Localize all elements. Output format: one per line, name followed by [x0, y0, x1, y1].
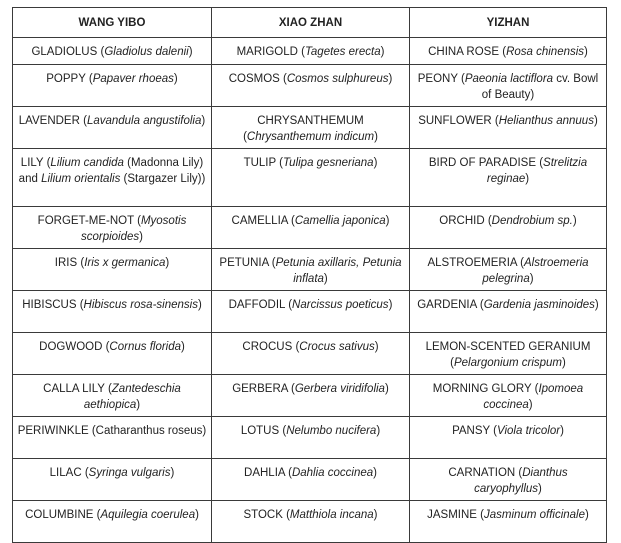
cell-text: BIRD OF PARADISE ( — [428, 157, 544, 169]
table-cell — [13, 107, 212, 149]
table-row — [13, 333, 607, 375]
cell-text: ) — [388, 299, 393, 311]
scientific-name: Zantedeschia aethiopica — [83, 383, 181, 411]
table-cell — [212, 107, 410, 149]
table-cell — [212, 459, 410, 501]
scientific-name: Cosmos sulphureus — [286, 73, 389, 85]
table-cell — [13, 459, 212, 501]
table-row — [13, 375, 607, 417]
scientific-name: Tagetes erecta — [304, 46, 381, 58]
scientific-name: Strelitzia reginae — [486, 157, 588, 185]
cell-text: (Madonna Lily) and — [18, 157, 204, 185]
table-cell — [410, 149, 607, 207]
table-row — [13, 249, 607, 291]
cell-text: CALLA LILY ( — [43, 383, 112, 395]
table-cell — [410, 107, 607, 149]
table-cell — [212, 149, 410, 207]
scientific-name: Rosa chinensis — [506, 46, 585, 58]
scientific-name: Iris x germanica — [84, 257, 166, 269]
cell-text: (Stargazer Lily)) — [120, 173, 206, 185]
cell-text: ) — [584, 46, 588, 58]
table-cell — [13, 291, 212, 333]
cell-text: COLUMBINE ( — [25, 509, 101, 521]
scientific-name: Nelumbo nucifera — [286, 425, 377, 437]
cell-text: GARDENIA ( — [417, 299, 484, 311]
table-cell — [13, 417, 212, 459]
cell-text: ) — [373, 467, 377, 479]
scientific-name: Alstroemeria pelegrina — [482, 257, 589, 285]
cell-text: HIBISCUS ( — [22, 299, 84, 311]
table-cell — [13, 249, 212, 291]
scientific-name: Dianthus caryophyllus — [474, 467, 568, 495]
cell-text: SUNFLOWER ( — [418, 115, 499, 127]
scientific-name: Matthiola incana — [289, 509, 374, 521]
cell-text: DOGWOOD ( — [39, 341, 110, 353]
scientific-name: Paeonia lactiflora — [464, 73, 554, 85]
table-cell — [13, 207, 212, 249]
scientific-name: Chrysanthemum indicum — [246, 131, 375, 143]
cell-text: ) — [323, 273, 328, 285]
table-cell — [13, 38, 212, 65]
cell-text: ) — [538, 483, 542, 495]
scientific-name: Gerbera viridifolia — [294, 383, 385, 395]
cell-text: ) — [380, 46, 385, 58]
table-row — [13, 38, 607, 65]
cell-text: CROCUS ( — [242, 341, 300, 353]
cell-text: ) — [139, 231, 143, 243]
cell-text: JASMINE ( — [427, 509, 485, 521]
table-cell — [410, 501, 607, 543]
cell-text: ) — [562, 357, 566, 369]
cell-text: ) — [173, 73, 178, 85]
table-cell — [212, 249, 410, 291]
table-cell — [13, 501, 212, 543]
column-header-yizhan: YIZHAN — [410, 8, 607, 38]
cell-text: ) — [201, 115, 206, 127]
cell-text: ) — [373, 157, 378, 169]
scientific-name: Dendrobium sp. — [491, 215, 573, 227]
flower-table — [12, 7, 607, 543]
scientific-name: Viola tricolor — [497, 425, 561, 437]
scientific-name: Aquilegia coerulea — [100, 509, 196, 521]
cell-text: ) — [385, 215, 390, 227]
cell-text: ) — [376, 425, 381, 437]
table-cell — [410, 333, 607, 375]
table-cell — [13, 65, 212, 107]
cell-text: PERIWINKLE (Catharanthus roseus) — [17, 425, 207, 437]
table-row — [13, 149, 607, 207]
cell-text: PETUNIA ( — [219, 257, 276, 269]
scientific-name: Lilium orientalis — [41, 173, 121, 185]
table-cell — [410, 249, 607, 291]
cell-text: LAVENDER ( — [18, 115, 87, 127]
scientific-name: Gardenia jasminoides — [483, 299, 595, 311]
table-cell — [410, 38, 607, 65]
cell-text: LILY ( — [20, 157, 51, 169]
cell-text: CHRYSANTHEMUM ( — [243, 115, 364, 143]
cell-text: POPPY ( — [46, 73, 93, 85]
cell-text: ) — [594, 299, 599, 311]
scientific-name: Lavandula angustifolia — [86, 115, 202, 127]
cell-text: ) — [525, 173, 530, 185]
scientific-name: Pelargonium crispum — [453, 357, 562, 369]
cell-text: ) — [188, 46, 193, 58]
table-row — [13, 501, 607, 543]
cell-text: ) — [197, 299, 202, 311]
header-row — [13, 8, 607, 38]
cell-text: ) — [388, 73, 393, 85]
scientific-name: Narcissus poeticus — [292, 299, 389, 311]
scientific-name: Tulipa gesneriana — [283, 157, 374, 169]
table-cell — [410, 375, 607, 417]
table-row — [13, 459, 607, 501]
scientific-name: Syringa vulgaris — [88, 467, 171, 479]
scientific-name: Jasminum officinale — [484, 509, 585, 521]
cell-text: ALSTROEMERIA ( — [427, 257, 524, 269]
cell-text: ) — [572, 215, 577, 227]
table-cell — [212, 38, 410, 65]
scientific-name: Ipomoea coccinea — [483, 383, 584, 411]
scientific-name: Papaver rhoeas — [92, 73, 174, 85]
table-row — [13, 207, 607, 249]
table-row — [13, 417, 607, 459]
cell-text: ) — [384, 383, 389, 395]
cell-text: CAMELLIA ( — [231, 215, 295, 227]
cell-text: ) — [585, 509, 589, 521]
cell-text: ) — [373, 509, 378, 521]
scientific-name: Cornus florida — [109, 341, 182, 353]
table-cell — [212, 207, 410, 249]
cell-text: STOCK ( — [243, 509, 290, 521]
cell-text: PEONY ( — [417, 73, 465, 85]
cell-text: TULIP ( — [243, 157, 283, 169]
cell-text: DAHLIA ( — [244, 467, 292, 479]
table-cell — [410, 417, 607, 459]
cell-text: ) — [593, 115, 598, 127]
column-header-xiao-zhan: XIAO ZHAN — [212, 8, 410, 38]
scientific-name: Petunia axillaris, Petunia inflata — [275, 257, 402, 285]
scientific-name: Dahlia coccinea — [291, 467, 374, 479]
table-row — [13, 65, 607, 107]
table-row — [13, 291, 607, 333]
cell-text: CHINA ROSE ( — [428, 46, 507, 58]
cell-text: ) — [529, 273, 534, 285]
table-cell — [13, 149, 212, 207]
cell-text: CARNATION ( — [448, 467, 523, 479]
cell-text: LOTUS ( — [240, 425, 287, 437]
cell-text: ) — [170, 467, 175, 479]
cell-text: MARIGOLD ( — [236, 46, 305, 58]
column-header-wang-yibo: WANG YIBO — [13, 8, 212, 38]
scientific-name: Lilium candida — [50, 157, 124, 169]
table-row — [13, 107, 607, 149]
table-cell — [13, 375, 212, 417]
table-cell — [410, 65, 607, 107]
cell-text: ) — [374, 341, 379, 353]
table-cell — [212, 65, 410, 107]
cell-text: ORCHID ( — [439, 215, 492, 227]
scientific-name: Camellia japonica — [294, 215, 386, 227]
table-cell — [410, 459, 607, 501]
cell-text: ) — [181, 341, 185, 353]
table-cell — [212, 291, 410, 333]
scientific-name: Gladiolus dalenii — [104, 46, 189, 58]
scientific-name: Helianthus annuus — [498, 115, 594, 127]
cell-text: DAFFODIL ( — [228, 299, 293, 311]
cell-text: LILAC ( — [49, 467, 89, 479]
cell-text: ) — [136, 399, 141, 411]
scientific-name: Crocus sativus — [299, 341, 375, 353]
cell-text: ) — [560, 425, 564, 437]
table-cell — [212, 375, 410, 417]
scientific-name: Myosotis scorpioides — [80, 215, 187, 243]
cell-text: ) — [165, 257, 170, 269]
cell-text: cv. Bowl of Beauty) — [481, 73, 599, 101]
table-cell — [410, 207, 607, 249]
cell-text: GERBERA ( — [232, 383, 295, 395]
table-cell — [212, 333, 410, 375]
cell-text: PANSY ( — [452, 425, 498, 437]
cell-text: IRIS ( — [54, 257, 85, 269]
table-cell — [212, 417, 410, 459]
table-cell — [212, 501, 410, 543]
cell-text: ) — [374, 131, 378, 143]
cell-text: MORNING GLORY ( — [432, 383, 539, 395]
cell-text: FORGET-ME-NOT ( — [37, 215, 141, 227]
cell-text: ) — [528, 399, 533, 411]
cell-text: ) — [195, 509, 199, 521]
cell-text: GLADIOLUS ( — [31, 46, 105, 58]
table-cell — [13, 333, 212, 375]
scientific-name: Hibiscus rosa-sinensis — [83, 299, 198, 311]
cell-text: COSMOS ( — [228, 73, 287, 85]
table-cell — [410, 291, 607, 333]
cell-text: LEMON-SCENTED GERANIUM ( — [425, 341, 591, 369]
